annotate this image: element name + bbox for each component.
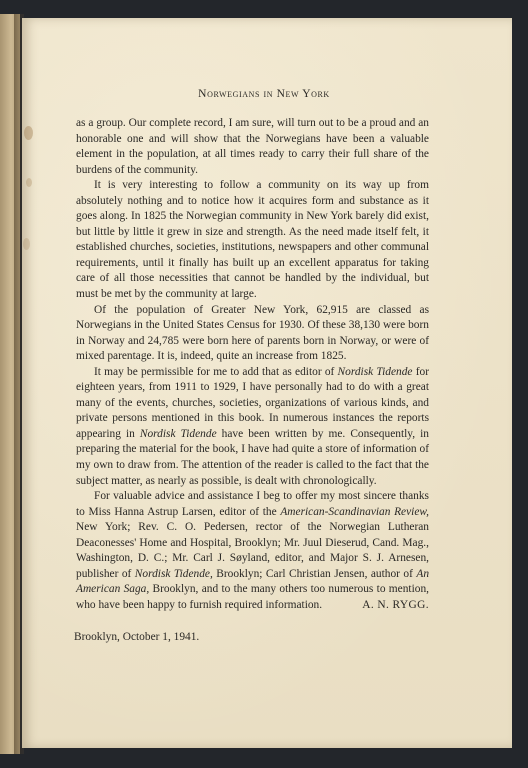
italic-title: An American Saga, xyxy=(76,567,430,596)
dateline: Brooklyn, October 1, 1941. xyxy=(74,631,200,643)
italic-title: American-Scandinavian Review, xyxy=(280,505,429,518)
text-run: Of the population of Greater New York, 62,915 are classed as Norwegians in the United States Census for 1930. Of these 38,130 were born in Norway and 24,785 were born here of parents born in Norway, or were of mixed parentage. It is, indeed, quite an increase from 1825. xyxy=(76,303,429,363)
paragraph xyxy=(76,178,429,302)
italic-title: Nordisk Tidende xyxy=(139,427,217,440)
paragraph xyxy=(76,116,429,178)
italic-title: Nordisk Tidende xyxy=(337,365,413,378)
author-signature: A. N. RYGG. xyxy=(362,599,429,611)
running-header: Norwegians in New York xyxy=(198,88,330,100)
text-run: as a group. Our complete record, I am sure, will turn out to be a proud and an honorable one and will show that the Norwegians have been a valuable element in the population, at all times ready to carry their full share of the burdens of the community. xyxy=(76,117,429,176)
text-run: Brooklyn, and to the many others too numerous to mention, who have been happy to furnish required information. xyxy=(76,583,429,611)
text-run: For valuable advice and assistance I beg to offer my most sincere thanks to Miss Hanna Astrup Larsen, editor of the xyxy=(76,490,429,518)
foxing-stain xyxy=(26,178,32,187)
paragraph xyxy=(76,489,429,613)
text-run: It is very interesting to follow a community on its way up from absolutely nothing and to notice how it acquires form and substance as it goes along. In 1825 the Norwegian community in New York barely did exist, but little by little it grew in size and strength. As the need made itself felt, it established churches, societies, institutions, newspapers and other communal requirements, until it finally has built up an excellent apparatus for taking care of all those necessities that cannot be handled by the individual, but must be met by the community at large. xyxy=(76,179,429,301)
paragraph xyxy=(76,365,429,489)
paragraph xyxy=(76,303,429,365)
body-text xyxy=(76,116,429,614)
text-run: for eighteen years, from 1911 to 1929, I have personally had to do with a great many of the events, churches, societies, organizations of various kinds, and private persons mentioned in this book. In numerous instances the reports appearing in xyxy=(76,365,429,440)
foxing-stain xyxy=(23,238,30,250)
text-run: have been written by me. Consequently, in preparing the material for the book, I have had quite a store of information of my own to draw from. The attention of the reader is called to the fact that the subject matter, as nearly as possible, is dealt with chronologically. xyxy=(76,427,429,487)
text-run: Brooklyn; Carl Christian Jensen, author of xyxy=(212,567,417,580)
text-run: It may be permissible for me to add that as editor of xyxy=(94,365,338,378)
italic-title: Nordisk Tidende, xyxy=(134,567,213,580)
text-run: New York; Rev. C. O. Pedersen, rector of the Norwegian Lutheran Deaconesses' Home and Hospital, Brooklyn; Mr. Juul Dieserud, Cand. Mag., Washington, D. C.; Mr. Carl J. Søyland, editor, and Major S. J. Arnesen, publisher of xyxy=(76,521,429,580)
foxing-stain xyxy=(24,126,33,140)
